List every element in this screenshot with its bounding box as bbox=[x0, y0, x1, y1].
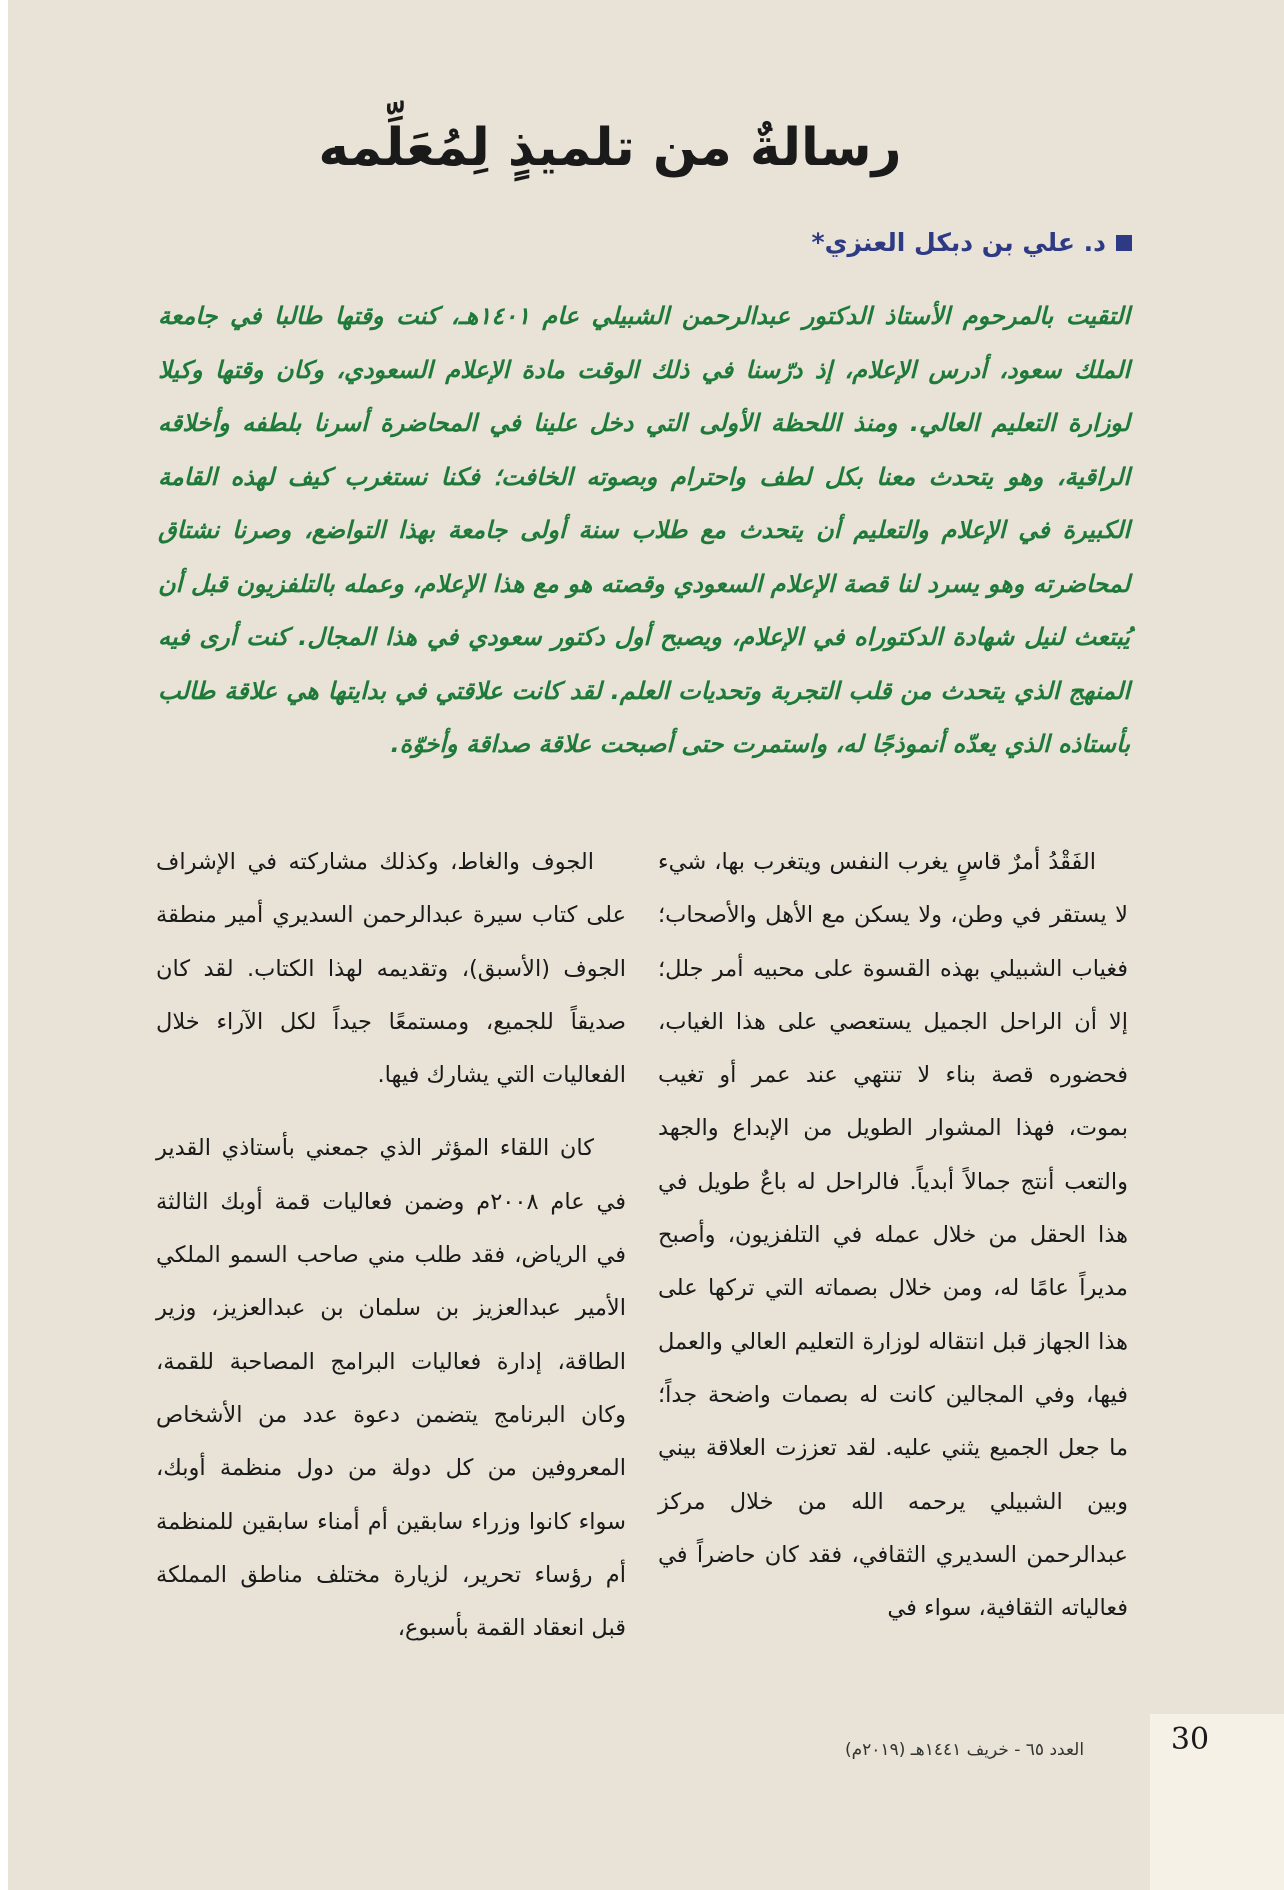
body-column-left bbox=[156, 836, 626, 1655]
author-line bbox=[812, 228, 1132, 257]
issue-info: العدد ٦٥ - خريف ١٤٤١هـ (٢٠١٩م) bbox=[845, 1740, 1085, 1760]
paragraph: الفَقْدُ أمرٌ قاسٍ يغرب النفس ويتغرب بها، شيء لا يستقر في وطن، ولا يسكن مع الأهل والأصحاب؛ فغياب الشبيلي بهذه القسوة على محبيه أمر جلل؛ إلا أن الراحل الجميل يستعصي على هذا الغياب، فحضوره قصة بناء لا تنتهي عند عمر أو تغيب بموت، فهذا المشوار الطويل من الإبداع والجهد والتعب أنتج جمالاً أبدياً. فالراحل له باعٌ طويل في هذا الحقل من خلال عمله في التلفزيون، وأصبح مديراً عامًا له، ومن خلال بصماته التي تركها على هذا الجهاز قبل انتقاله لوزارة التعليم العالي والعمل فيها، وفي المجالين كانت له بصمات واضحة جداً؛ ما جعل الجميع يثني عليه. لقد تعززت العلاقة بيني وبين الشبيلي يرحمه الله من خلال مركز عبدالرحمن السديري الثقافي، فقد كان حاضراً في فعالياته الثقافية، سواء في bbox=[658, 849, 1128, 1622]
bullet-square-icon bbox=[1116, 235, 1132, 251]
paragraph: الجوف والغاط، وكذلك مشاركته في الإشراف على كتاب سيرة عبدالرحمن السديري أمير منطقة الجوف (الأسبق)، وتقديمه لهذا الكتاب. لقد كان صديقاً للجميع، ومستمعًا جيداً لكل الآراء خلال الفعاليات التي يشارك فيها. bbox=[156, 849, 626, 1089]
author-name: د. علي بن دبكل العنزي* bbox=[811, 228, 1106, 257]
article-intro: التقيت بالمرحوم الأستاذ الدكتور عبدالرحمن الشبيلي عام ١٤٠١هـ، كنت وقتها طالبا في جامعة الملك سعود، أدرس الإعلام، إذ درّسنا في ذلك الوقت مادة الإعلام السعودي، وكان وقتها وكيلا لوزارة التعليم العالي. ومنذ اللحظة الأولى التي دخل علينا في المحاضرة أسرنا بلطفه وأخلاقه الراقية، وهو يتحدث معنا بكل لطف واحترام وبصوته الخافت؛ فكنا نستغرب كيف لهذه القامة الكبيرة في الإعلام والتعليم أن يتحدث مع طلاب سنة أولى جامعة بهذا التواضع، وصرنا نشتاق لمحاضرته وهو يسرد لنا قصة الإعلام السعودي وقصته هو مع هذا الإعلام، وعمله بالتلفزيون قبل أن يُبتعث لنيل شهادة الدكتوراه في الإعلام، ويصبح أول دكتور سعودي في هذا المجال. كنت أرى فيه المنهج الذي يتحدث من قلب التجربة وتحديات العلم. لقد كانت علاقتي في بدايتها هي علاقة طالب بأستاذه الذي يعدّه أنموذجًا له، واستمرت حتى أصبحت علاقة صداقة وأخوّة. bbox=[158, 302, 1131, 758]
body-column-right bbox=[658, 836, 1128, 1635]
paragraph: كان اللقاء المؤثر الذي جمعني بأستاذي القدير في عام ٢٠٠٨م وضمن فعاليات قمة أوبك الثالثة في الرياض، فقد طلب مني صاحب السمو الملكي الأمير عبدالعزيز بن سلمان بن عبدالعزيز، وزير الطاقة، إدارة فعاليات البرامج المصاحبة للقمة، وكان البرنامج يتضمن دعوة عدد من الأشخاص المعروفين من كل دولة من دول منظمة أوبك، سواء كانوا وزراء سابقين أم أمناء سابقين للمنظمة أم رؤساء تحرير، لزيارة مختلف مناطق المملكة قبل انعقاد القمة بأسبوع، bbox=[156, 1135, 626, 1642]
article-title: رسالةٌ من تلميذٍ لِمُعَلِّمه bbox=[318, 118, 902, 178]
page-number: 30 bbox=[1170, 1722, 1210, 1757]
